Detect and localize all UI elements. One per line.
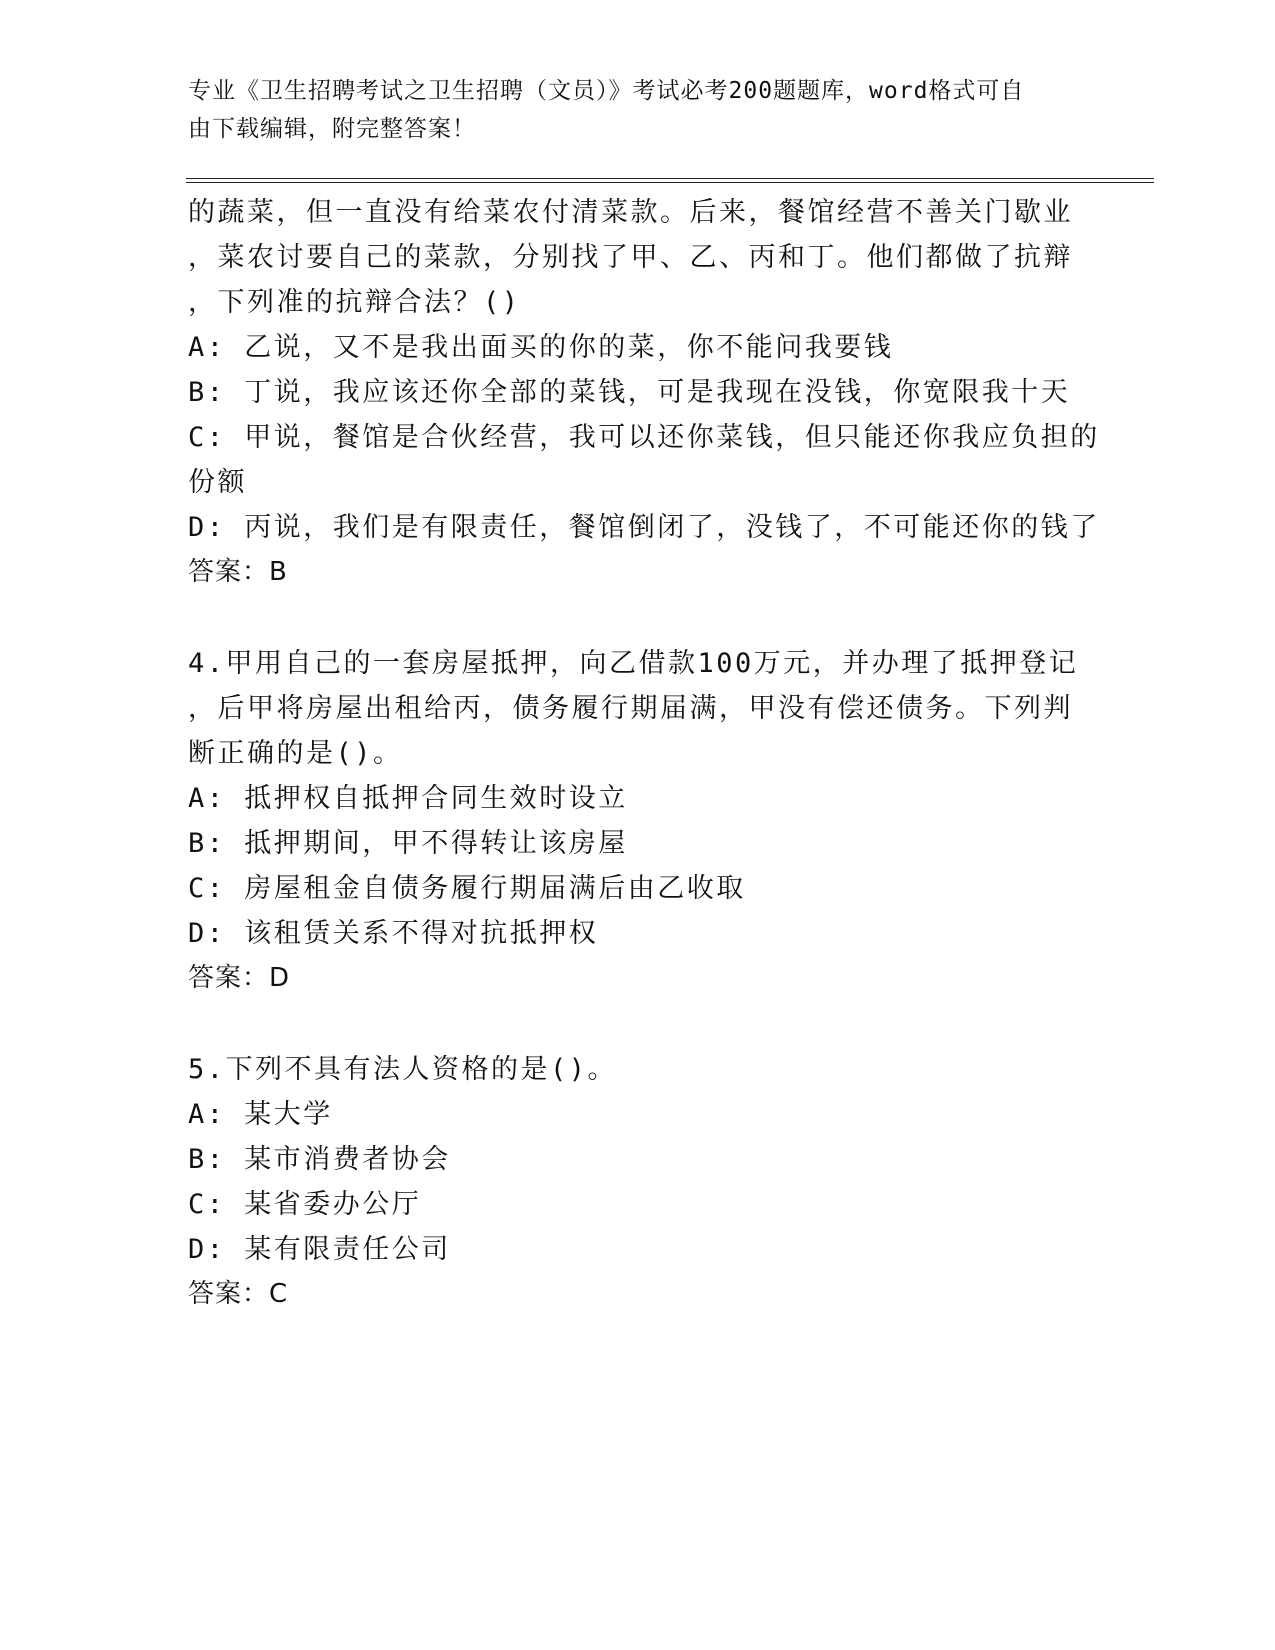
- question-stem-line: 5.下列不具有法人资格的是()。: [188, 1054, 618, 1085]
- option-d: D: 该租赁关系不得对抗抵押权: [188, 918, 599, 949]
- question-5: [188, 1047, 1088, 1317]
- document-body: [188, 190, 1100, 1317]
- page-header: [188, 72, 1068, 148]
- question-stem-line: ，后甲将房屋出租给丙，债务履行期届满，甲没有偿还债务。下列判: [188, 693, 1073, 724]
- header-divider: [186, 178, 1154, 183]
- question-stem-line: ，下列准的抗辩合法？(): [188, 287, 521, 318]
- option-d: D: 丙说，我们是有限责任，餐馆倒闭了，没钱了，不可能还你的钱了: [188, 512, 1100, 543]
- header-line-1: 专业《卫生招聘考试之卫生招聘（文员）》考试必考200题题库，word格式可自: [188, 78, 1025, 104]
- question-stem-line: 断正确的是()。: [188, 738, 403, 769]
- option-c: C: 甲说，餐馆是合伙经营，我可以还你菜钱，但只能还你我应负担的: [188, 422, 1100, 453]
- question-stem-line: ，菜农讨要自己的菜款，分别找了甲、乙、丙和丁。他们都做了抗辩: [188, 242, 1073, 273]
- question-4: [188, 641, 1088, 1001]
- answer-label: 答案：B: [188, 557, 288, 587]
- option-a: A: 某大学: [188, 1099, 333, 1130]
- answer-label: 答案：D: [188, 963, 291, 993]
- question-stem-line: 4.甲用自己的一套房屋抵押，向乙借款100万元，并办理了抵押登记: [188, 648, 1079, 679]
- option-a: A: 抵押权自抵押合同生效时设立: [188, 783, 628, 814]
- option-c: C: 房屋租金自债务履行期届满后由乙收取: [188, 873, 746, 904]
- question-3: [188, 190, 1100, 595]
- option-b: B: 某市消费者协会: [188, 1144, 451, 1175]
- option-b: B: 抵押期间，甲不得转让该房屋: [188, 828, 628, 859]
- option-d: D: 某有限责任公司: [188, 1234, 451, 1265]
- question-stem-line: 的蔬菜，但一直没有给菜农付清菜款。后来，餐馆经营不善关门歇业: [188, 197, 1073, 228]
- option-c: C: 某省委办公厅: [188, 1189, 422, 1220]
- question-spacer: [188, 1001, 1088, 1047]
- option-c-continued: 份额: [188, 467, 247, 498]
- header-line-2: 由下载编辑，附完整答案！: [188, 116, 476, 142]
- option-b: B: 丁说，我应该还你全部的菜钱，可是我现在没钱，你宽限我十天: [188, 377, 1071, 408]
- answer-label: 答案：C: [188, 1279, 289, 1309]
- question-spacer: [188, 595, 1088, 641]
- option-a: A: 乙说，又不是我出面买的你的菜，你不能问我要钱: [188, 332, 894, 363]
